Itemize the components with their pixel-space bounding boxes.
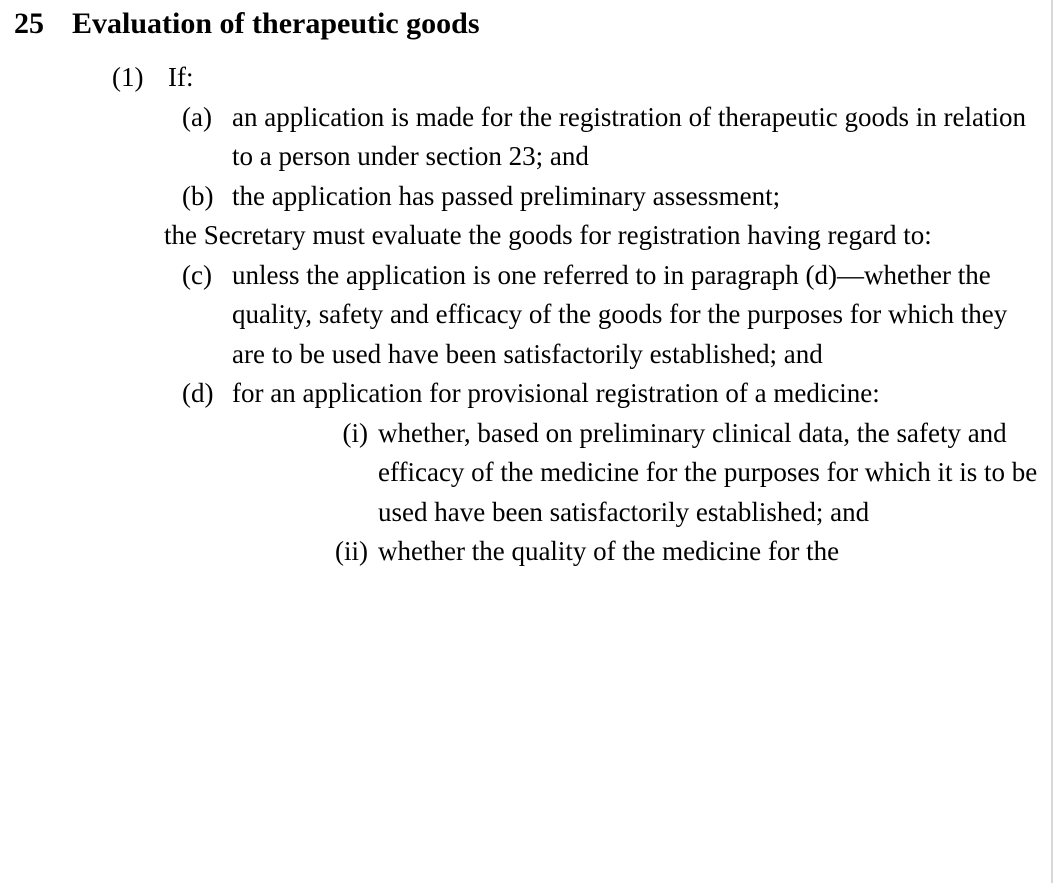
subsection-1 bbox=[0, 58, 1053, 572]
paragraph-a bbox=[182, 98, 1053, 177]
paragraph-list-cd bbox=[112, 256, 1053, 572]
subparagraph-i-marker: (i) bbox=[342, 417, 368, 448]
subsection-marker: (1) bbox=[112, 62, 144, 92]
paragraph-d-marker: (d) bbox=[182, 378, 214, 408]
subparagraph-list bbox=[182, 414, 1053, 572]
section-heading bbox=[0, 0, 1053, 42]
paragraph-a-text: an application is made for the registration of therapeutic goods in relation to a person under section 23; and bbox=[232, 101, 1026, 171]
subsection-lead-text: If: bbox=[168, 62, 194, 92]
section-title: Evaluation of therapeutic goods bbox=[72, 7, 480, 40]
paragraph-d bbox=[182, 374, 1053, 414]
subparagraph-i bbox=[312, 414, 1053, 533]
subparagraph-i-text: whether, based on preliminary clinical data, the safety and efficacy of the medicine for the purposes for which it is to be used have been satisfactorily established; and bbox=[378, 417, 1038, 527]
section-number: 25 bbox=[14, 7, 44, 40]
paragraph-list-ab bbox=[112, 98, 1053, 217]
subsection-lead bbox=[112, 58, 1053, 98]
subsection-continuation-text: the Secretary must evaluate the goods for registration having regard to: bbox=[164, 220, 932, 250]
subparagraph-ii-text: whether the quality of the medicine for the bbox=[378, 536, 840, 566]
paragraph-b-marker: (b) bbox=[182, 180, 214, 211]
paragraph-c-marker: (c) bbox=[182, 259, 212, 290]
paragraph-b-text: the application has passed preliminary assessment; bbox=[232, 180, 781, 211]
subparagraph-ii-marker: (ii) bbox=[335, 536, 368, 566]
paragraph-c-text: unless the application is one referred to in paragraph (d)—whether the quality, safety and efficacy of the goods for the purposes for which they are to be used have been satisfactorily established; and bbox=[232, 259, 1008, 369]
paragraph-a-marker: (a) bbox=[182, 101, 212, 132]
paragraph-b bbox=[182, 177, 1053, 217]
paragraph-d-text: for an application for provisional registration of a medicine: bbox=[232, 378, 880, 408]
subparagraph-ii bbox=[312, 532, 1053, 572]
paragraph-c bbox=[182, 256, 1053, 375]
